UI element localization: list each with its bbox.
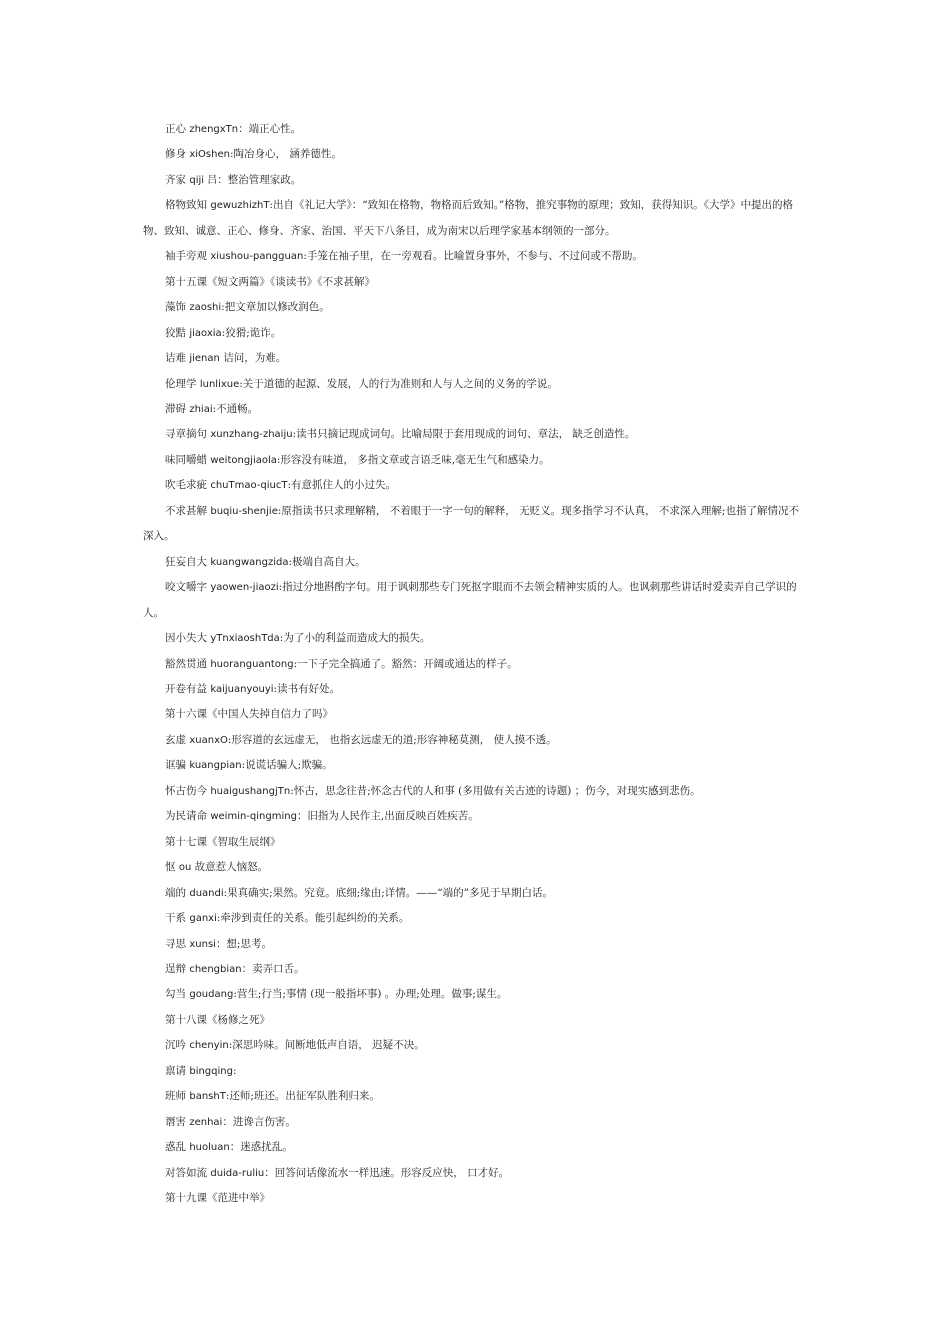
term: 班师	[165, 1090, 186, 1103]
term: 怀古伤今	[165, 784, 207, 797]
term: 格物致知	[165, 199, 207, 212]
list-item	[143, 1135, 807, 1160]
list-item	[143, 473, 807, 498]
list-item	[143, 652, 807, 677]
pinyin: ou	[178, 862, 192, 874]
definition: :有意抓住人的小过失。	[287, 479, 397, 492]
list-item	[143, 142, 807, 167]
term: 伦理学	[165, 377, 197, 390]
definition: ：想;思考。	[215, 937, 272, 950]
term: 沉吟	[165, 1039, 186, 1052]
pinyin: goudang	[189, 989, 234, 1001]
list-item	[143, 906, 807, 931]
list-item	[143, 855, 807, 880]
list-item	[143, 626, 807, 651]
vocab-list	[143, 117, 807, 1211]
term: 对答如流	[165, 1166, 207, 1179]
definition: :说谎话骗人;欺骗。	[241, 759, 333, 772]
pinyin: huaigushangjTn	[210, 785, 291, 797]
definition: :深思吟味。间断地低声自语， 迟疑不决。	[228, 1039, 425, 1052]
pinyin: huoluan	[189, 1142, 230, 1154]
list-item	[143, 677, 807, 702]
definition: :一下子完全搞通了。豁然：开阔或通达的样子。	[293, 657, 518, 670]
lesson-heading	[143, 702, 807, 727]
term: 齐家	[165, 173, 186, 186]
pinyin: weimin-qingming	[210, 811, 297, 823]
definition: :极端自高自大。	[288, 555, 366, 568]
list-item	[143, 244, 807, 269]
pinyin: duandi	[189, 887, 224, 899]
list-item	[143, 728, 807, 753]
definition: :读书有好处。	[273, 682, 341, 695]
term: 禀请	[165, 1064, 186, 1077]
definition: ：回答问话像流水一样迅速。形容反应快， 口才好。	[264, 1166, 510, 1179]
list-item	[143, 295, 807, 320]
pinyin: yaowen-jiaozi	[210, 582, 279, 594]
definition: :关于道德的起源、发展，人的行为准则和人与人之间的义务的学说。	[239, 377, 558, 390]
term: 干系	[165, 912, 186, 925]
pinyin: bingqing	[189, 1065, 233, 1077]
list-item	[143, 982, 807, 1007]
definition: :为了小的利益而造成大的损失。	[279, 632, 431, 645]
definition: :陶冶身心， 涵养德性。	[229, 148, 342, 161]
definition: :牵涉到责任的关系。能引起纠纷的关系。	[216, 912, 410, 925]
heading-text: 第十八课《杨修之死》	[165, 1013, 270, 1026]
definition: :出自《礼记大学》：“致知在格物，物格而后致知。”格物，推究事物的原理；致知，获得知识。《大学》中提出的格物、致知、诚意、正心、修身、齐家、治国、平天下八条目，成为南宋以后理学家基本纲领的一部分。	[143, 199, 793, 237]
list-item	[143, 346, 807, 371]
term: 寻思	[165, 937, 186, 950]
term: 味同嚼蜡	[165, 453, 207, 466]
term: 为民请命	[165, 810, 207, 823]
term: 不求甚解	[165, 504, 207, 517]
term: 谮害	[165, 1115, 186, 1128]
definition: ：进谗言伤害。	[222, 1115, 296, 1128]
definition: :指过分地斟酌字句。用于讽刺那些专门死抠字眼而不去领会精神实质的人。也讽刺那些讲话时爱卖弄自己学识的人。	[143, 581, 797, 619]
pinyin: zenhai	[189, 1116, 223, 1128]
list-item	[143, 575, 807, 626]
term: 吹毛求疵	[165, 479, 207, 492]
term: 因小失大	[165, 632, 207, 645]
lesson-heading	[143, 1008, 807, 1033]
list-item	[143, 881, 807, 906]
definition: ：旧指为人民作主,出面反映百姓疾苦。	[296, 810, 479, 823]
term: 诓骗	[165, 759, 186, 772]
lesson-heading	[143, 830, 807, 855]
pinyin: xiOshen	[189, 149, 230, 161]
definition: :形容没有味道， 多指文章或言语乏味,毫无生气和感染力。	[276, 453, 550, 466]
definition: ：卖弄口舌。	[241, 962, 305, 975]
term: 滞碍	[165, 402, 186, 415]
definition: :把文章加以修改润色。	[221, 301, 330, 314]
list-item	[143, 1110, 807, 1135]
definition: :形容道的玄远虚无， 也指玄远虚无的道;形容神秘莫测， 使人摸不透。	[227, 733, 557, 746]
definition: ：端正心性。	[238, 123, 302, 135]
pinyin: jienan	[189, 353, 220, 365]
term: 修身	[165, 148, 186, 161]
definition: ：迷惑扰乱。	[229, 1141, 293, 1154]
heading-text: 第十七课《智取生辰纲》	[165, 835, 281, 848]
pinyin: chenyin	[189, 1040, 229, 1052]
definition: :	[232, 1064, 237, 1077]
definition: :手笼在袖子里，在一旁观看。比喻置身事外，不参与、不过问或不帮助。	[303, 250, 643, 263]
pinyin: zaoshi	[189, 302, 222, 314]
pinyin: ganxi	[189, 913, 217, 925]
pinyin: huoranguantong	[210, 658, 294, 670]
pinyin: yTnxiaoshTda	[210, 633, 280, 645]
lesson-heading	[143, 270, 807, 295]
definition: :还师;班还。出征军队胜利归来。	[225, 1090, 380, 1103]
list-item	[143, 397, 807, 422]
term: 正心	[165, 123, 186, 135]
pinyin: gewuzhizhT	[210, 200, 270, 212]
pinyin: xunsi	[189, 938, 216, 950]
definition: :怀古，思念往昔;怀念古代的人和事 (多用做有关古迹的诗题) ；伤今，对现实感到悲伤。	[290, 784, 701, 797]
list-item	[143, 321, 807, 346]
list-item	[143, 779, 807, 804]
term: 逞辩	[165, 962, 186, 975]
pinyin: zhengxTn	[189, 124, 239, 135]
pinyin: zhiai	[189, 403, 213, 415]
list-item	[143, 168, 807, 193]
heading-text: 第十九课《范进中举》	[165, 1192, 270, 1205]
pinyin: xiushou-pangguan	[210, 251, 304, 263]
list-item	[143, 372, 807, 397]
pinyin: kaijuanyouyi	[210, 683, 274, 695]
term: 咬文嚼字	[165, 581, 207, 594]
heading-text: 第十六课《中国人失掉自信力了吗》	[165, 708, 333, 721]
list-item	[143, 1161, 807, 1186]
term: 怄	[165, 861, 176, 874]
pinyin: buqiu-shenjie	[210, 505, 278, 517]
list-item	[143, 550, 807, 575]
term: 惑乱	[165, 1141, 186, 1154]
list-item	[143, 499, 807, 550]
list-item	[143, 804, 807, 829]
term: 开卷有益	[165, 682, 207, 695]
term: 藻饰	[165, 301, 186, 314]
list-item	[143, 957, 807, 982]
pinyin: kuangpian	[189, 760, 242, 772]
definition: :果真确实;果然。究竟。底细;缘由;详情。——“端的”多见于早期白话。	[223, 886, 554, 899]
term: 玄虚	[165, 733, 186, 746]
list-item	[143, 117, 807, 142]
pinyin: xuanxO	[189, 734, 228, 746]
pinyin: qiji 吕	[189, 174, 218, 186]
definition: :原指读书只求理解精， 不着眼于一字一句的解释， 无贬义。现多指学习不认真， 不求深入理解;也指了解情况不深入。	[143, 504, 799, 543]
pinyin: kuangwangzida	[210, 556, 289, 568]
term: 端的	[165, 886, 186, 899]
definition: :不通畅。	[212, 402, 259, 415]
pinyin: duida-ruliu	[210, 1167, 265, 1179]
definition: ：整治管理家政。	[217, 173, 302, 186]
term: 寻章摘句	[165, 428, 207, 441]
pinyin: banshT	[189, 1091, 226, 1103]
list-item	[143, 1084, 807, 1109]
pinyin: chengbian	[189, 963, 242, 975]
definition: :读书只摘记现成词句。比喻局限于套用现成的词句、章法， 缺乏创造性。	[292, 428, 636, 441]
list-item	[143, 422, 807, 447]
term: 诘难	[165, 352, 186, 365]
pinyin: jiaoxia	[189, 327, 222, 339]
list-item	[143, 932, 807, 957]
list-item	[143, 1033, 807, 1058]
heading-text: 第十五课《短文两篇》《谈读书》《不求甚解》	[165, 275, 375, 288]
term: 狡黠	[165, 326, 186, 339]
definition: :狡猾;诡诈。	[221, 326, 282, 339]
term: 勾当	[165, 988, 186, 1001]
term: 袖手旁观	[165, 250, 207, 263]
pinyin: chuTmao-qiucT	[210, 480, 288, 492]
list-item	[143, 1059, 807, 1084]
term: 豁然贯通	[165, 657, 207, 670]
pinyin: weitongjiaola	[210, 454, 277, 466]
pinyin: xunzhang-zhaiju	[210, 429, 293, 441]
list-item	[143, 448, 807, 473]
definition: 故意惹人恼怒。	[191, 861, 269, 874]
definition: 诘问，为难。	[219, 352, 287, 365]
list-item	[143, 193, 807, 244]
list-item	[143, 753, 807, 778]
term: 狂妄自大	[165, 555, 207, 568]
definition: :营生;行当;事情 (现一般指坏事) 。办理;处理。做事;谋生。	[233, 988, 508, 1001]
pinyin: lunlixue	[199, 378, 240, 390]
lesson-heading	[143, 1186, 807, 1211]
